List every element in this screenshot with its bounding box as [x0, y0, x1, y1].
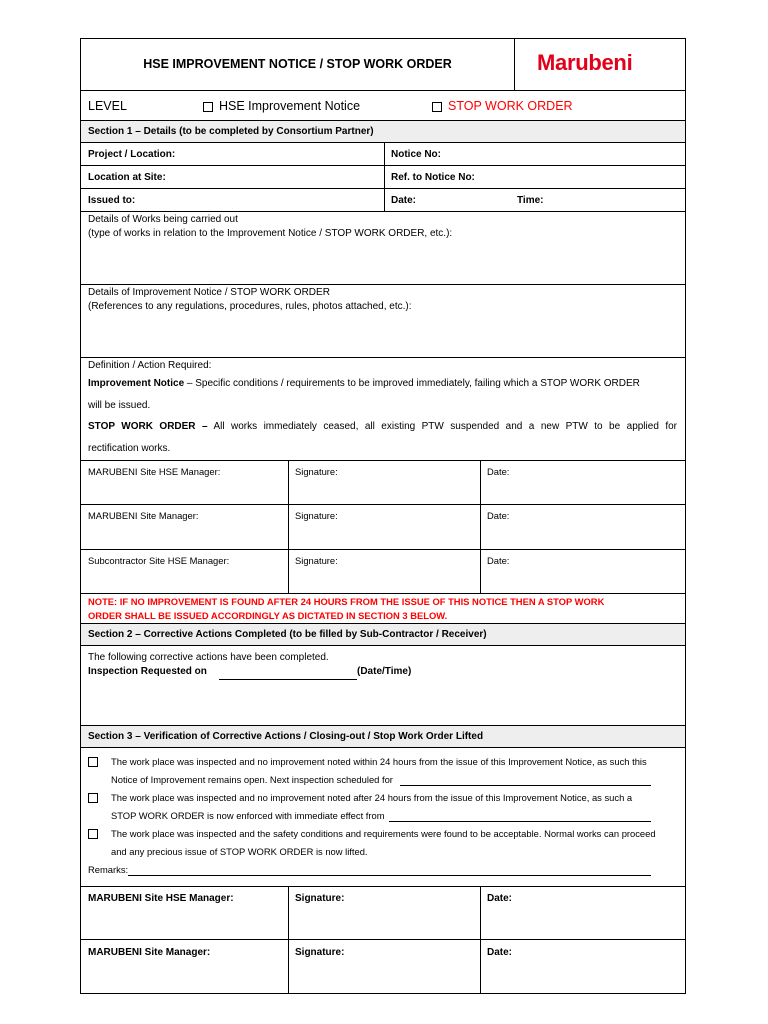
remarks-label: Remarks: [88, 864, 129, 875]
inspection-requested-label: Inspection Requested on [88, 666, 207, 677]
note-row [81, 594, 685, 624]
stop-text-cont: rectification works. [88, 443, 171, 454]
notice-no-cell[interactable] [384, 143, 685, 165]
notice-details-hint: (References to any regulations, procedures, rules, photos attached, etc.): [88, 301, 412, 312]
inspection-date-line[interactable] [219, 679, 357, 680]
sig-date-label-2: Date: [487, 510, 510, 521]
section2-heading: Section 2 – Corrective Actions Completed (to be filled by Sub-Contractor / Receiver) [88, 629, 487, 640]
stop-work-order-option: STOP WORK ORDER [448, 99, 573, 113]
section3-heading-row [81, 726, 685, 748]
notice-details-row[interactable] [81, 285, 685, 358]
sig-date-cell-2[interactable] [480, 505, 685, 549]
hse-improvement-option: HSE Improvement Notice [219, 99, 361, 113]
final-sig-role-2: MARUBENI Site Manager: [88, 947, 211, 958]
option-lifted-line1: The work place was inspected and the safety conditions and requirements were found to be acceptable. Normal works can proceed [111, 828, 656, 839]
option-lifted-line2: and any precious issue of STOP WORK ORDER is now lifted. [111, 846, 368, 857]
level-label: LEVEL [88, 99, 127, 113]
notice-no-label: Notice No: [391, 149, 441, 160]
issued-row [81, 189, 685, 212]
stop-definition [88, 421, 677, 432]
section3-heading: Section 3 – Verification of Corrective Actions / Closing-out / Stop Work Order Lifted [88, 731, 484, 742]
verification-row [81, 748, 685, 887]
improvement-text-cont: will be issued. [88, 400, 151, 411]
sig-date-label-3: Date: [487, 555, 510, 566]
location-at-site-label: Location at Site: [88, 172, 166, 183]
marubeni-logo: Marubeni [537, 50, 633, 75]
form-title: HSE IMPROVEMENT NOTICE / STOP WORK ORDER [143, 57, 452, 71]
sig-date-label-1: Date: [487, 466, 510, 477]
signature-label-3: Signature: [295, 555, 338, 566]
option-stop-enforced-checkbox[interactable] [88, 793, 98, 803]
definition-row [81, 358, 685, 461]
ref-notice-no-label: Ref. to Notice No: [391, 172, 475, 183]
hse-notice-form [80, 38, 686, 994]
sig-signature-cell-2[interactable] [288, 505, 480, 549]
remarks-line[interactable] [128, 875, 651, 876]
inspection-date-suffix: (Date/Time) [357, 666, 412, 677]
option-remain-open-checkbox[interactable] [88, 757, 98, 767]
works-details-row[interactable] [81, 212, 685, 285]
stop-term: STOP WORK ORDER – [88, 421, 208, 432]
option-remain-open-line2: Notice of Improvement remains open. Next inspection scheduled for [111, 774, 393, 785]
date-label: Date: [391, 195, 417, 206]
option-stop-enforced-line1: The work place was inspected and no improvement noted after 24 hours from the issue of this Improvement Notice, as such a [111, 792, 633, 803]
section1-heading: Section 1 – Details (to be completed by Consortium Partner) [88, 126, 374, 137]
final-signature-cell-2[interactable] [288, 940, 480, 994]
sig-signature-cell-1[interactable] [288, 461, 480, 504]
note-line-1: NOTE: IF NO IMPROVEMENT IS FOUND AFTER 24 HOURS FROM THE ISSUE OF THIS NOTICE THEN A STOP WORK [88, 596, 605, 607]
option-remain-open-line1: The work place was inspected and no improvement noted within 24 hours from the issue of this Improvement Notice, as such this [111, 756, 647, 767]
ref-notice-cell[interactable] [384, 166, 685, 188]
corrective-actions-row[interactable] [81, 646, 685, 726]
section1-heading-row [81, 121, 685, 143]
time-label: Time: [517, 195, 544, 206]
stop-effective-from-line[interactable] [389, 821, 651, 822]
improvement-term: Improvement Notice [88, 378, 185, 389]
level-row [81, 91, 685, 121]
location-row [81, 166, 685, 189]
works-details-title: Details of Works being carried out [88, 214, 238, 225]
next-inspection-line[interactable] [400, 785, 651, 786]
sig-date-cell-3[interactable] [480, 550, 685, 593]
project-row [81, 143, 685, 166]
final-date-cell-1[interactable] [480, 887, 685, 939]
final-signature-label-2: Signature: [295, 947, 345, 958]
final-sig-row-1 [81, 887, 685, 940]
final-date-label-2: Date: [487, 947, 513, 958]
corrective-actions-text: The following corrective actions have been completed. [88, 652, 329, 663]
logo-cell [514, 39, 685, 90]
improvement-definition [88, 378, 640, 389]
project-location-label: Project / Location: [88, 149, 176, 160]
issued-to-label: Issued to: [88, 195, 136, 206]
header-row [81, 39, 685, 91]
final-date-label-1: Date: [487, 893, 513, 904]
note-line-2: ORDER SHALL BE ISSUED ACCORDINGLY AS DICTATED IN SECTION 3 BELOW. [88, 610, 448, 621]
final-sig-role-1: MARUBENI Site HSE Manager: [88, 893, 234, 904]
date-time-cell[interactable] [384, 189, 685, 211]
stop-text: All works immediately ceased, all existing PTW suspended and a new PTW to be applied for [213, 421, 677, 432]
sig-role-3: Subcontractor Site HSE Manager: [88, 555, 230, 566]
sig-role-1: MARUBENI Site HSE Manager: [88, 466, 221, 477]
sig-row-2 [81, 505, 685, 550]
hse-improvement-checkbox[interactable] [203, 102, 213, 112]
sig-date-cell-1[interactable] [480, 461, 685, 504]
sig-row-3 [81, 550, 685, 594]
option-stop-enforced-line2: STOP WORK ORDER is now enforced with immediate effect from [111, 810, 385, 821]
improvement-text: – Specific conditions / requirements to be improved immediately, failing which a STOP WORK ORDER [184, 378, 640, 389]
stop-work-order-checkbox[interactable] [432, 102, 442, 112]
works-details-hint: (type of works in relation to the Improvement Notice / STOP WORK ORDER, etc.): [88, 228, 453, 239]
sig-signature-cell-3[interactable] [288, 550, 480, 593]
final-signature-label-1: Signature: [295, 893, 345, 904]
signature-label-2: Signature: [295, 510, 338, 521]
option-lifted-checkbox[interactable] [88, 829, 98, 839]
notice-details-title: Details of Improvement Notice / STOP WORK ORDER [88, 287, 330, 298]
final-date-cell-2[interactable] [480, 940, 685, 994]
section2-heading-row [81, 624, 685, 646]
final-signature-cell-1[interactable] [288, 887, 480, 939]
sig-role-2: MARUBENI Site Manager: [88, 510, 199, 521]
final-sig-row-2 [81, 940, 685, 994]
sig-row-1 [81, 461, 685, 505]
signature-label-1: Signature: [295, 466, 338, 477]
definition-heading: Definition / Action Required: [88, 360, 212, 371]
